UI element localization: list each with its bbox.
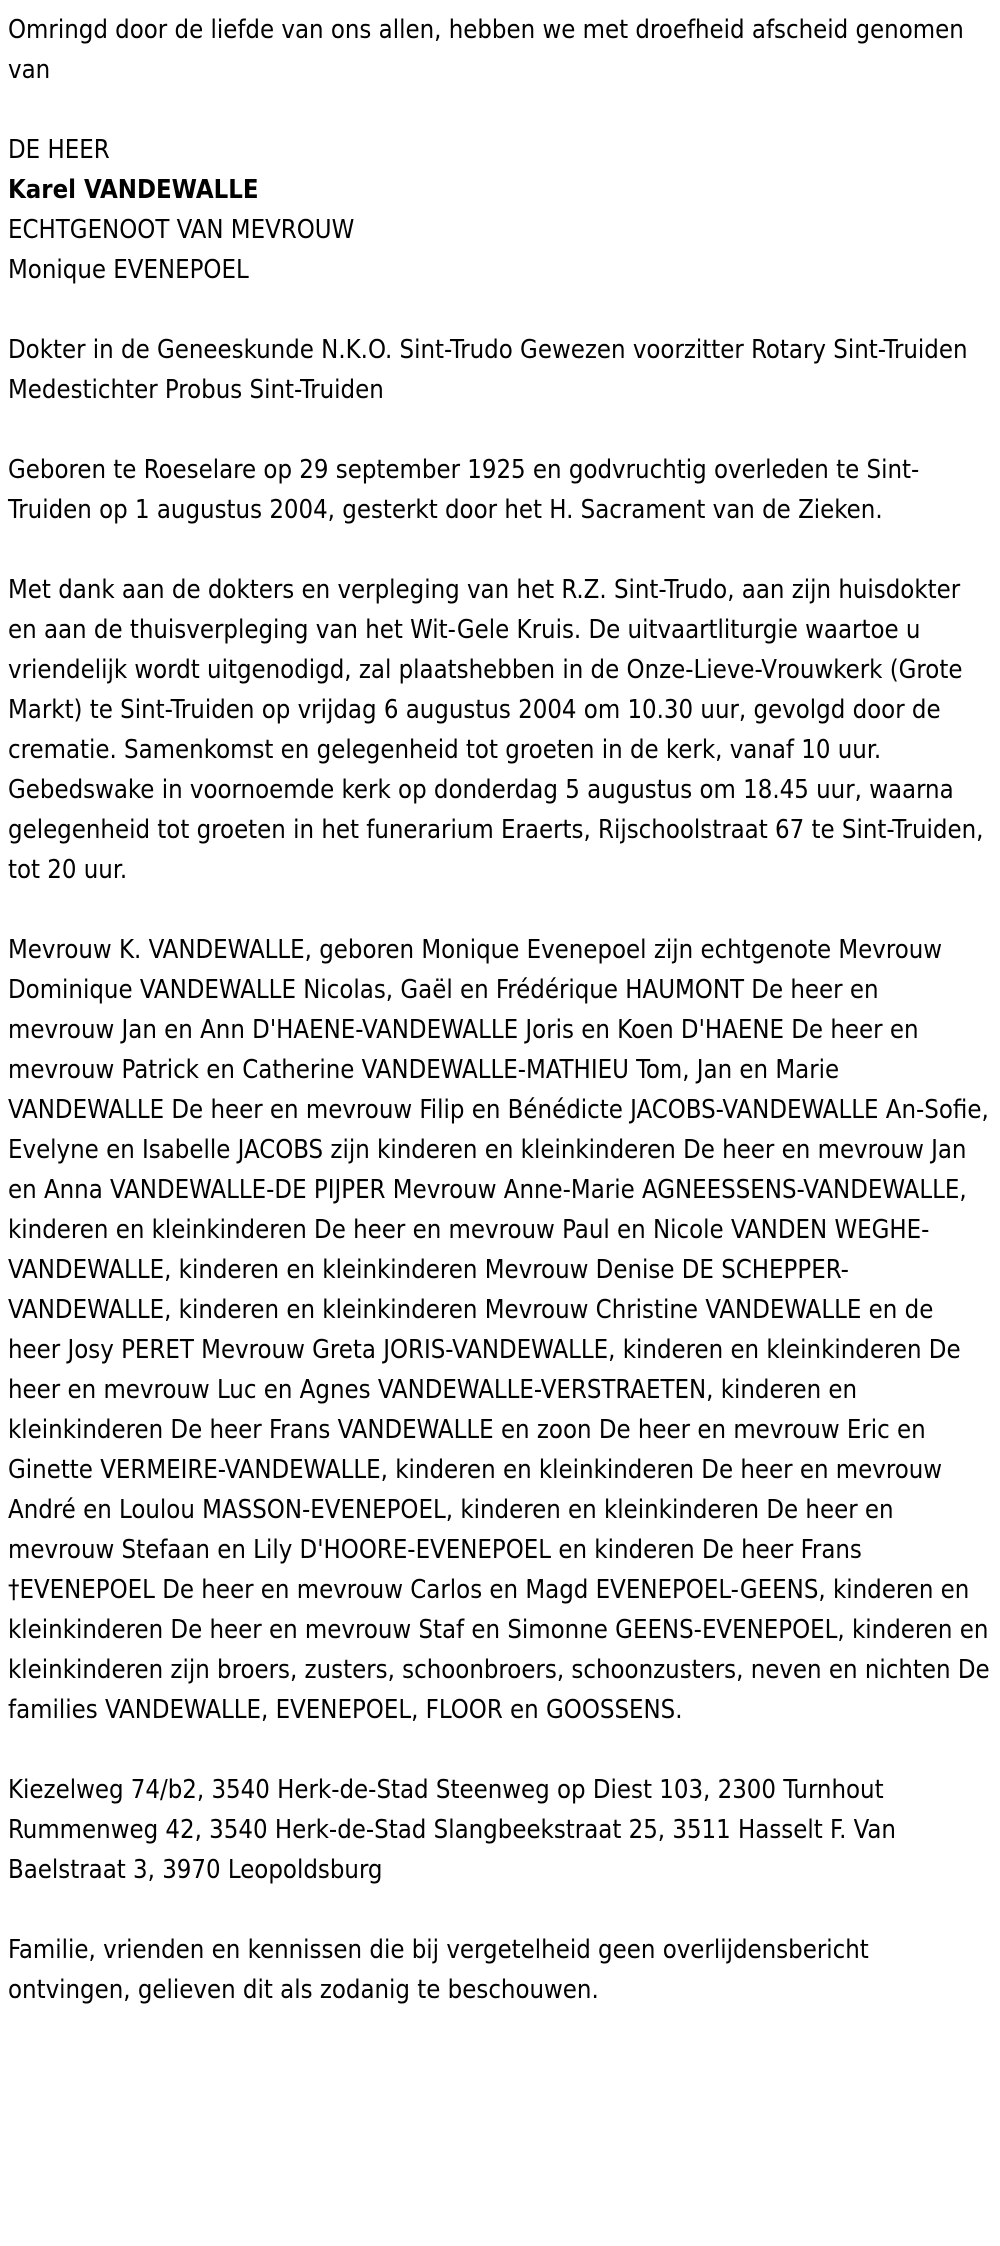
life-dates-paragraph: Geboren te Roeselare op 29 september 1925 en godvruchtig overleden te Sint-Truiden op 1 augustus 2004, gesterkt door het H. Sacrament van de Zieken. xyxy=(8,455,920,525)
spacer xyxy=(8,1890,992,1930)
spacer xyxy=(8,1730,992,1770)
spouse-label: ECHTGENOOT VAN MEVROUW xyxy=(8,215,355,245)
spacer xyxy=(8,290,992,330)
addresses-paragraph: Kiezelweg 74/b2, 3540 Herk-de-Stad Steenweg op Diest 103, 2300 Turnhout Rummenweg 42, 3540 Herk-de-Stad Slangbeekstraat 25, 3511 Hasselt F. Van Baelstraat 3, 3970 Leopoldsburg xyxy=(8,1775,896,1885)
family-paragraph: Mevrouw K. VANDEWALLE, geboren Monique Evenepoel zijn echtgenote Mevrouw Dominique VANDEWALLE Nicolas, Gaël en Frédérique HAUMONT De heer en mevrouw Jan en Ann D'HAENE-VANDEWALLE Joris en Koen D'HAENE De heer en mevrouw Patrick en Catherine VANDEWALLE-MATHIEU Tom, Jan en Marie VANDEWALLE De heer en mevrouw Filip en Bénédicte JACOBS-VANDEWALLE An-Sofie, Evelyne en Isabelle JACOBS zijn kinderen en kleinkinderen De heer en mevrouw Jan en Anna VANDEWALLE-DE PIJPER Mevrouw Anne-Marie AGNEESSENS-VANDEWALLE, kinderen en kleinkinderen De heer en mevrouw Paul en Nicole VANDEN WEGHE-VANDEWALLE, kinderen en kleinkinderen Mevrouw Denise DE SCHEPPER-VANDEWALLE, kinderen en kleinkinderen Mevrouw Christine VANDEWALLE en de heer Josy PERET Mevrouw Greta JORIS-VANDEWALLE, kinderen en kleinkinderen De heer en mevrouw Luc en Agnes VANDEWALLE-VERSTRAETEN, kinderen en kleinkinderen De heer Frans VANDEWALLE en zoon De heer en mevrouw Eric en Ginette VERMEIRE-VANDEWALLE, kinderen en kleinkinderen De heer en mevrouw André en Loulou MASSON-EVENEPOEL, kinderen en kleinkinderen De heer en mevrouw Stefaan en Lily D'HOORE-EVENEPOEL en kinderen De heer Frans †EVENEPOEL De heer en mevrouw Carlos en Magd EVENEPOEL-GEENS, kinderen en kleinkinderen De heer en mevrouw Staf en Simonne GEENS-EVENEPOEL, kinderen en kleinkinderen zijn broers, zusters, schoonbroers, schoonzusters, neven en nichten De families VANDEWALLE, EVENEPOEL, FLOOR en GOOSSENS. xyxy=(8,935,990,1725)
deceased-name: Karel VANDEWALLE xyxy=(8,175,259,205)
spacer xyxy=(8,890,992,930)
deceased-title: DE HEER xyxy=(8,135,110,165)
spouse-name: Monique EVENEPOEL xyxy=(8,255,249,285)
spacer xyxy=(8,530,992,570)
professions-paragraph: Dokter in de Geneeskunde N.K.O. Sint-Trudo Gewezen voorzitter Rotary Sint-Truiden Medestichter Probus Sint-Truiden xyxy=(8,335,968,405)
ceremony-paragraph: Met dank aan de dokters en verpleging van het R.Z. Sint-Trudo, aan zijn huisdokter en aan de thuisverpleging van het Wit-Gele Kruis. De uitvaartliturgie waartoe u vriendelijk wordt uitgenodigd, zal plaatshebben in de Onze-Lieve-Vrouwkerk (Grote Markt) te Sint-Truiden op vrijdag 6 augustus 2004 om 10.30 uur, gevolgd door de crematie. Samenkomst en gelegenheid tot groeten in de kerk, vanaf 10 uur. Gebedswake in voornoemde kerk op donderdag 5 augustus om 18.45 uur, waarna gelegenheid tot groeten in het funerarium Eraerts, Rijschoolstraat 67 te Sint-Truiden, tot 20 uur. xyxy=(8,575,984,885)
intro-paragraph: Omringd door de liefde van ons allen, hebben we met droefheid afscheid genomen van xyxy=(8,15,964,85)
closing-paragraph: Familie, vrienden en kennissen die bij vergetelheid geen overlijdensbericht ontvingen, gelieven dit als zodanig te beschouwen. xyxy=(8,1935,869,2005)
spacer xyxy=(8,90,992,130)
spacer xyxy=(8,410,992,450)
